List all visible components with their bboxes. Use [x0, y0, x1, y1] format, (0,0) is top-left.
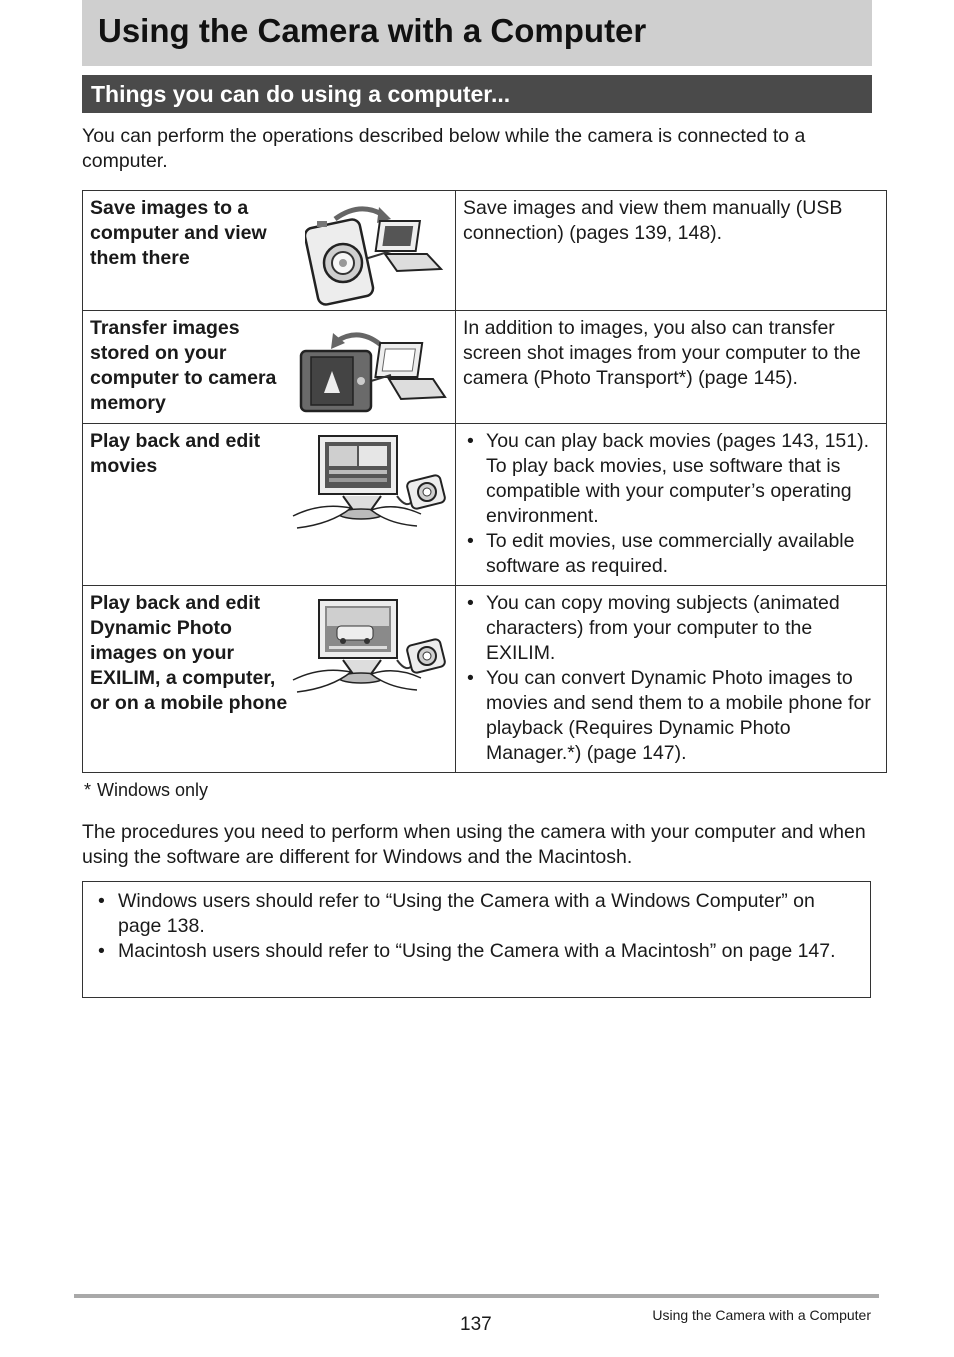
reference-list [94, 889, 852, 964]
section-header [82, 75, 872, 113]
feature-bullet-list [463, 429, 879, 579]
feature-cell [83, 424, 456, 586]
page-title-bar [82, 0, 872, 66]
footer-section-title: Using the Camera with a Computer [652, 1307, 871, 1323]
feature-cell [83, 586, 456, 773]
feature-description [456, 191, 887, 311]
feature-label: Play back and edit movies [90, 430, 261, 477]
list-item: • Windows users should refer to “Using the Camera with a Windows Computer” on page 138. [94, 889, 852, 939]
page-title: Using the Camera with a Computer [98, 12, 647, 49]
table-row [83, 586, 887, 773]
feature-description-text: In addition to images, you also can transfer screen shot images from your computer to the camera (Photo Transport*) (page 145). [463, 317, 861, 389]
laptop-to-camera-icon [297, 323, 447, 421]
footnote-text: Windows only [97, 780, 209, 800]
footer-divider [74, 1294, 879, 1298]
table-row [83, 191, 887, 311]
feature-label: Transfer images stored on your computer to camera memory [90, 317, 277, 414]
computer-movie-editing-icon [291, 434, 451, 550]
feature-description-text: Save images and view them manually (USB connection) (pages 139, 148). [463, 197, 843, 244]
feature-label: Save images to a computer and view them there [90, 197, 267, 269]
section-title: Things you can do using a computer... [91, 81, 511, 107]
list-item: • Macintosh users should refer to “Using the Camera with a Macintosh” on page 147. [94, 939, 852, 964]
list-item: • To edit movies, use commercially available software as required. [463, 529, 879, 579]
features-table [82, 190, 887, 773]
feature-description [456, 586, 887, 773]
page-number: 137 [460, 1314, 492, 1335]
procedures-paragraph: The procedures you need to perform when using the camera with your computer and when using the software are different for Windows and the Macintosh. [82, 821, 866, 868]
footnote [84, 780, 208, 801]
feature-description [456, 424, 887, 586]
feature-bullet-list [463, 591, 879, 766]
table-row [83, 424, 887, 586]
feature-description [456, 311, 887, 424]
feature-cell [83, 191, 456, 311]
intro-paragraph: You can perform the operations described below while the camera is connected to a computer. [82, 125, 806, 172]
computer-dynamic-photo-icon [291, 598, 451, 714]
feature-label: Play back and edit Dynamic Photo images on your EXILIM, a computer, or on a mobile phone [90, 592, 288, 714]
feature-cell [83, 311, 456, 424]
list-item: • You can copy moving subjects (animated characters) from your computer to the EXILIM. [463, 591, 879, 666]
list-item: • You can convert Dynamic Photo images to movies and send them to a mobile phone for playback (Requires Dynamic Photo Manager.*) (page 147). [463, 666, 879, 766]
list-item: • You can play back movies (pages 143, 151). To play back movies, use software that is compatible with your computer’s operating environment. [463, 429, 879, 529]
reference-box [82, 881, 871, 998]
footnote-mark: * [84, 780, 92, 800]
table-row [83, 311, 887, 424]
camera-to-laptop-icon [305, 199, 445, 309]
